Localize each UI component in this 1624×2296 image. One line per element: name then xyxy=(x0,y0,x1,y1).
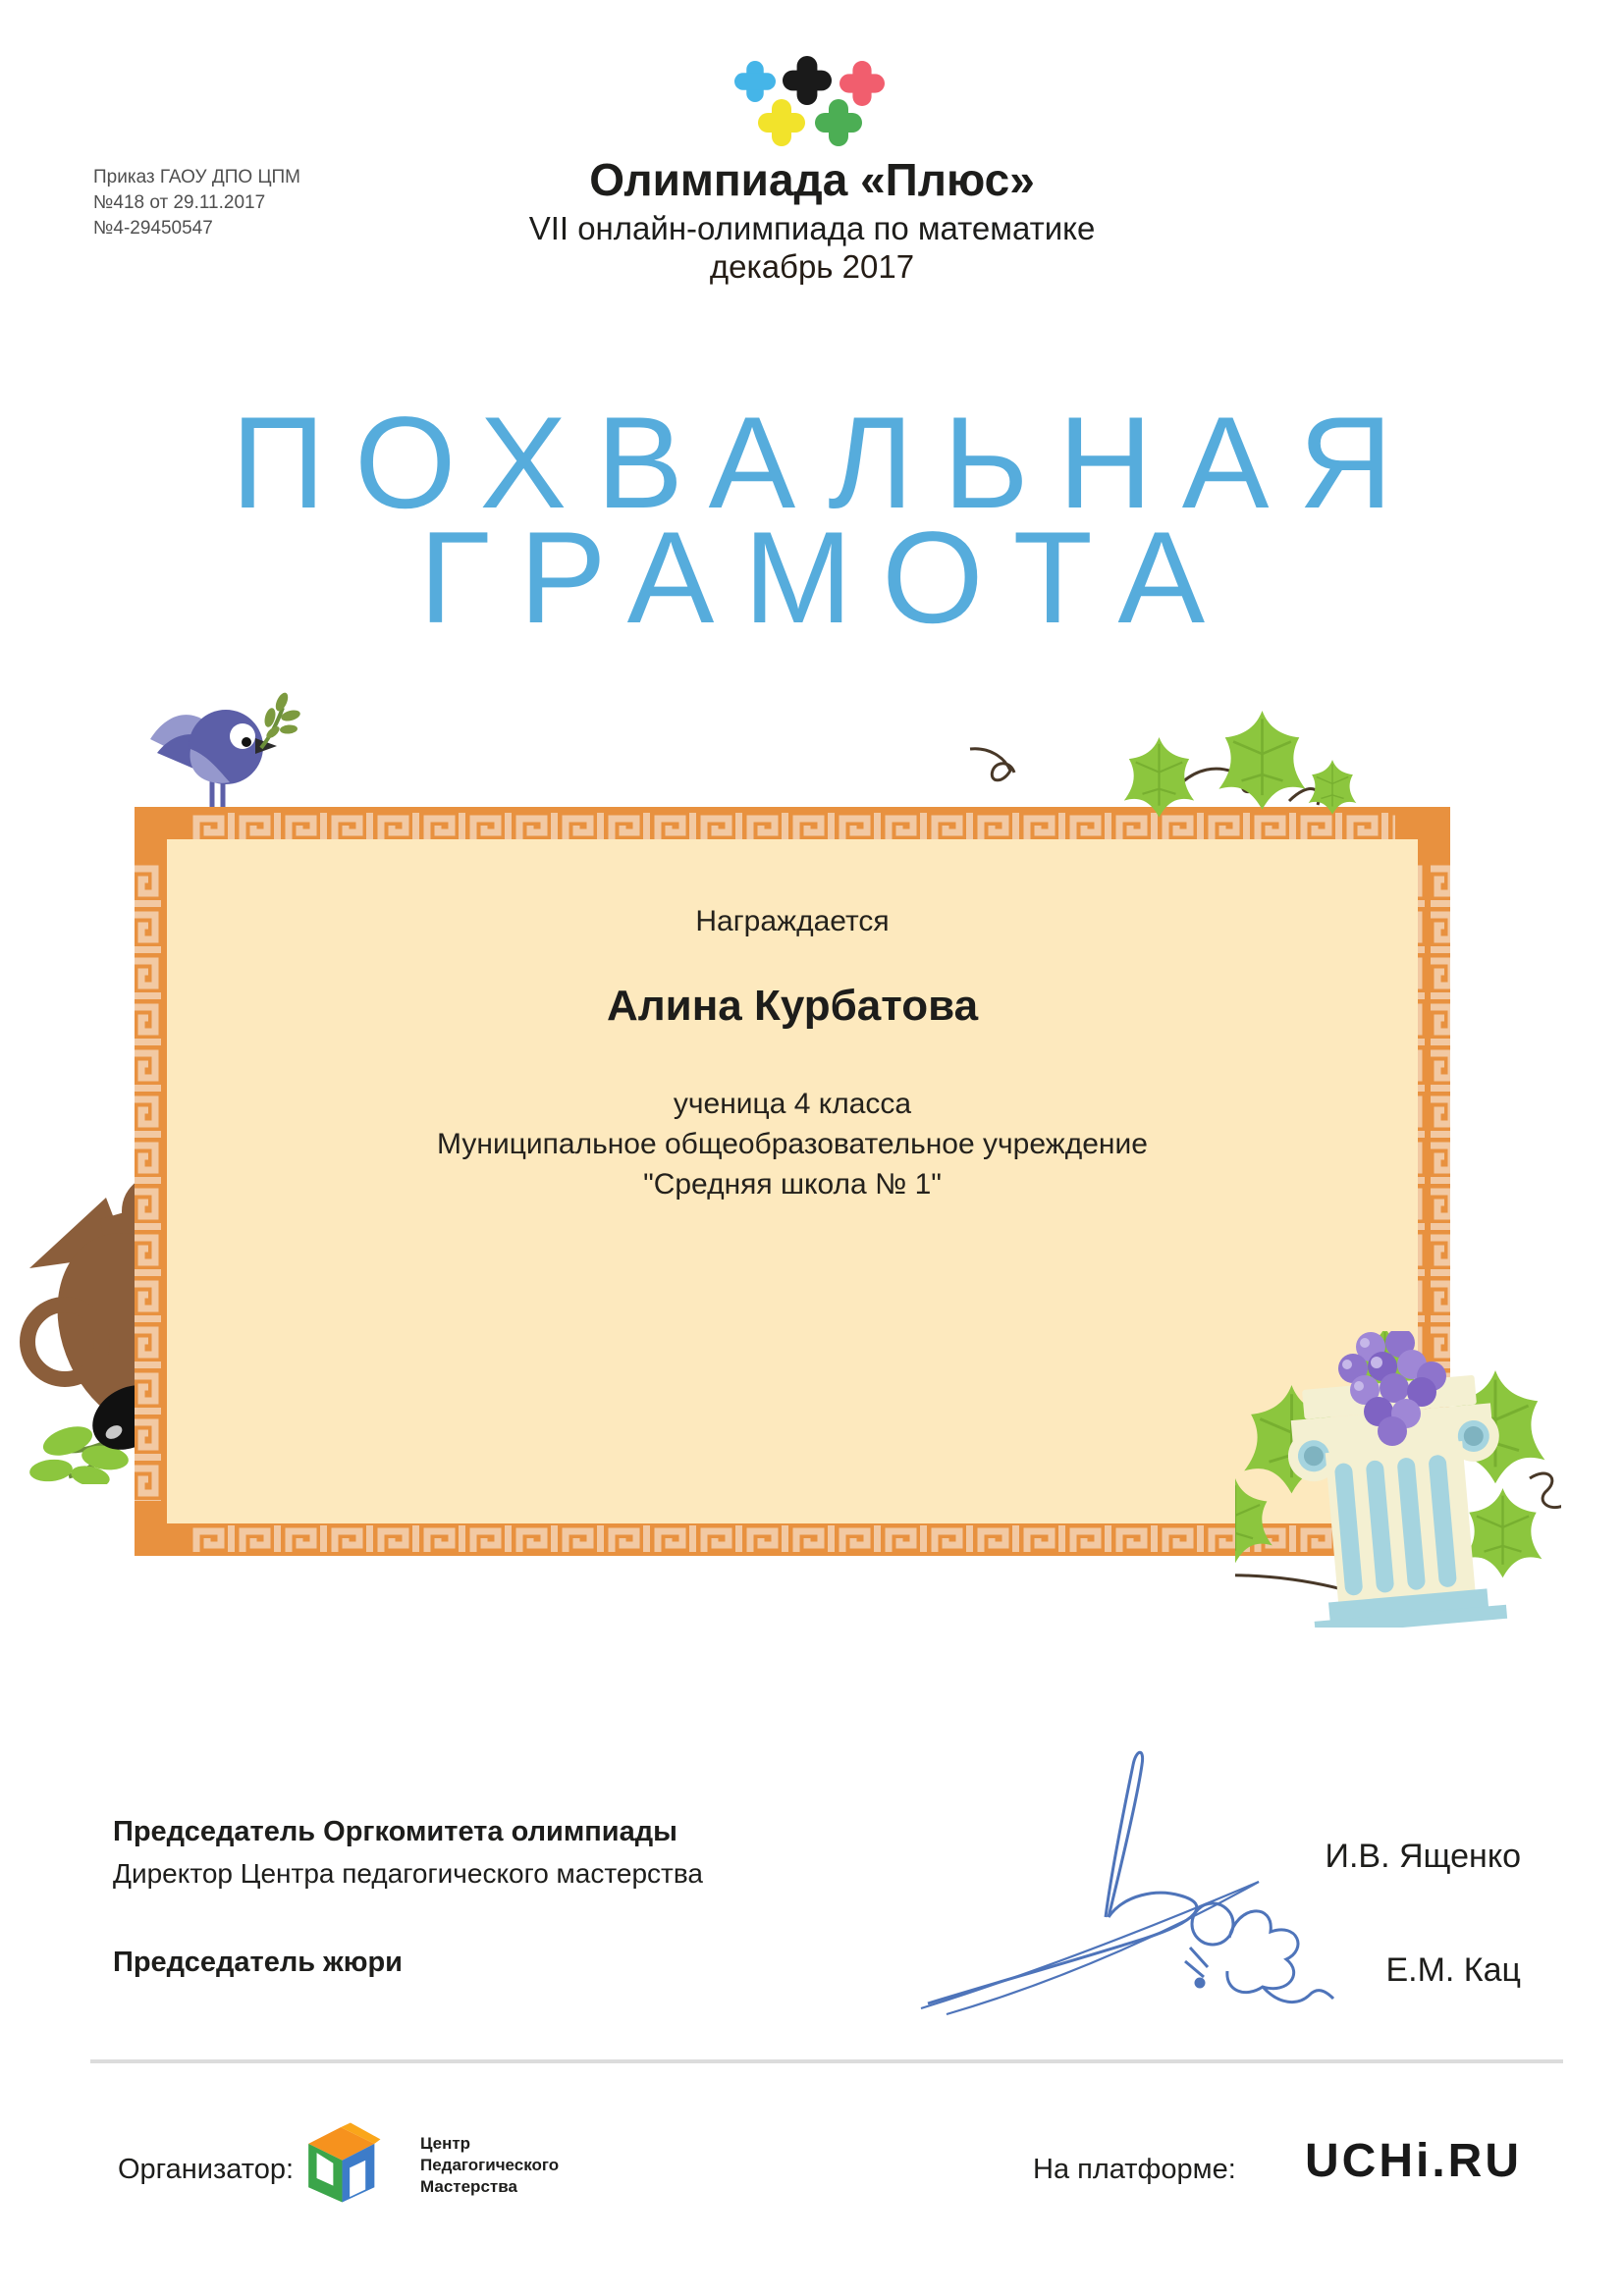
organizer-name-line2: Педагогического xyxy=(420,2156,560,2174)
organizer-name xyxy=(420,2133,559,2198)
school-name-line2: "Средняя школа № 1" xyxy=(643,1168,942,1201)
jury-chairman-title: Председатель жюри xyxy=(113,1947,404,1978)
certificate-title-line1: ПОХВАЛЬНАЯ xyxy=(231,391,1423,536)
org-committee-chairman-title: Председатель Оргкомитета олимпиады xyxy=(113,1816,677,1847)
organizer-name-line3: Мастерства xyxy=(420,2177,517,2196)
school-name-line1: Муниципальное общеобразовательное учреждение xyxy=(437,1128,1148,1160)
certificate-title-line2: ГРАМОТА xyxy=(418,506,1235,651)
awarded-label: Награждается xyxy=(695,905,890,937)
column-icon xyxy=(1235,1331,1561,1628)
organizer-label: Организатор: xyxy=(118,2154,295,2185)
order-line-2: №418 от 29.11.2017 xyxy=(93,192,266,213)
plus-logo-black-icon xyxy=(783,56,832,105)
olympiad-date: декабрь 2017 xyxy=(709,248,915,285)
footer-divider xyxy=(90,2059,1563,2063)
student-description: ученица 4 класса xyxy=(673,1088,912,1120)
student-name: Алина Курбатова xyxy=(606,982,979,1030)
plus-logo-yellow-icon xyxy=(758,99,805,146)
ivy-leaves-icon xyxy=(1108,703,1373,834)
tendril-icon xyxy=(967,741,1026,788)
cpm-logo-icon xyxy=(299,2121,382,2204)
signatures-ink xyxy=(913,1745,1365,2040)
kats-signature-icon xyxy=(1185,1903,1333,2002)
org-committee-chairman-subtitle: Директор Центра педагогического мастерства xyxy=(113,1858,703,1889)
plus-logo-green-icon xyxy=(815,99,862,146)
olympiad-subtitle: VII онлайн-олимпиада по математике xyxy=(528,210,1096,246)
platform-label: На платформе: xyxy=(1033,2154,1236,2185)
jury-chairman-name: Е.М. Кац xyxy=(1385,1951,1521,1989)
order-line-1: Приказ ГАОУ ДПО ЦПМ xyxy=(93,167,301,187)
yashchenko-signature-icon xyxy=(921,1752,1259,2014)
uchi-ru-logo: UCHi.RU xyxy=(1305,2135,1522,2187)
plus-logo-blue-icon xyxy=(734,61,776,102)
olympiad-name: Олимпиада «Плюс» xyxy=(589,154,1035,205)
org-committee-chairman-name: И.В. Ященко xyxy=(1325,1838,1521,1875)
bird-icon xyxy=(147,692,302,808)
organizer-name-line1: Центр xyxy=(420,2134,471,2153)
order-line-3: №4-29450547 xyxy=(93,218,213,239)
